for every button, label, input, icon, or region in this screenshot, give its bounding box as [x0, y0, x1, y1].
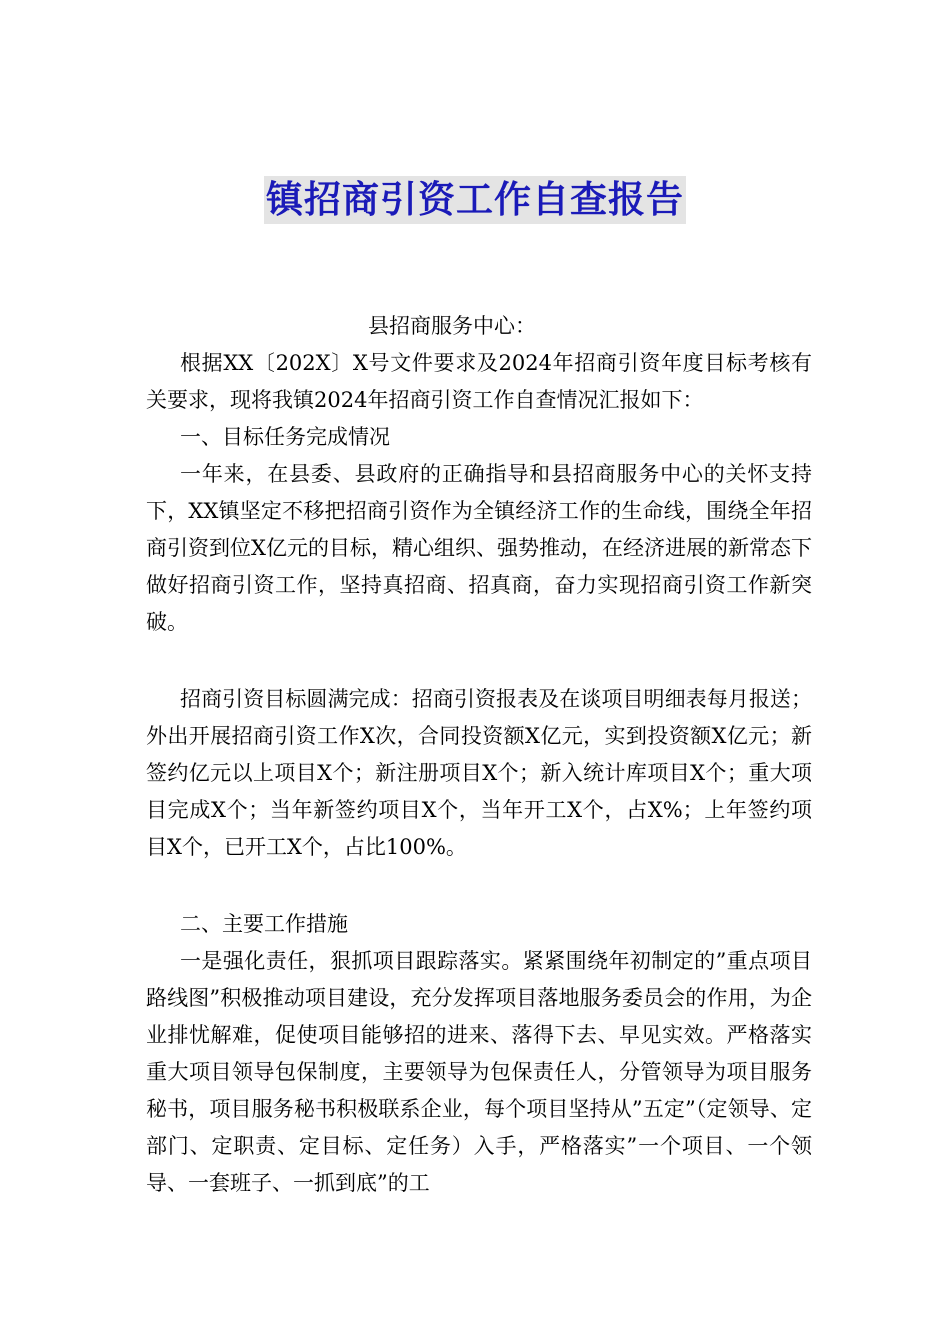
section2-paragraph-1: 一是强化责任，狠抓项目跟踪落实。紧紧围绕年初制定的”重点项目路线图”积极推动项目建设，充分发挥项目落地服务委员会的作用，为企业排忧解难，促使项目能够招的进来、落得下去、早见实效。严格落实重大项目领导包保制度，主要领导为包保责任人，分管领导为项目服务秘书，项目服务秘书积极联系企业，每个项目坚持从”五定”（定领导、定部门、定职责、定目标、定任务）入手，严格落实”一个项目、一个领导、一套班子、一抓到底”的工 [146, 949, 812, 1195]
salutation: 县招商服务中心： [368, 314, 536, 338]
paragraph-spacer [146, 641, 812, 681]
document-body [146, 308, 812, 1202]
section1-paragraph-2: 招商引资目标圆满完成：招商引资报表及在谈项目明细表每月报送；外出开展招商引资工作X次，合同投资额X亿元，实到投资额X亿元；新签约亿元以上项目X个；新注册项目X个；新入统计库项目X个；重大项目完成X个；当年新签约项目X个，当年开工X个，占X%；上年签约项目X个，已开工X个，占比100%。 [146, 687, 812, 859]
section1-heading: 一、目标任务完成情况 [180, 425, 390, 449]
section2-heading: 二、主要工作措施 [180, 912, 348, 936]
document-title: 镇招商引资工作自查报告 [264, 176, 686, 224]
section1-paragraph-1: 一年来，在县委、县政府的正确指导和县招商服务中心的关怀支持下，XX镇坚定不移把招商引资作为全镇经济工作的生命线，围绕全年招商引资到位X亿元的目标，精心组织、强势推动，在经济进展的新常态下做好招商引资工作，坚持真招商、招真商，奋力实现招商引资工作新突破。 [146, 462, 812, 634]
title-container [0, 176, 950, 224]
paragraph-spacer [146, 866, 812, 906]
intro-paragraph: 根据XX〔202X〕X号文件要求及2024年招商引资年度目标考核有关要求，现将我镇2024年招商引资工作自查情况汇报如下： [146, 351, 812, 412]
